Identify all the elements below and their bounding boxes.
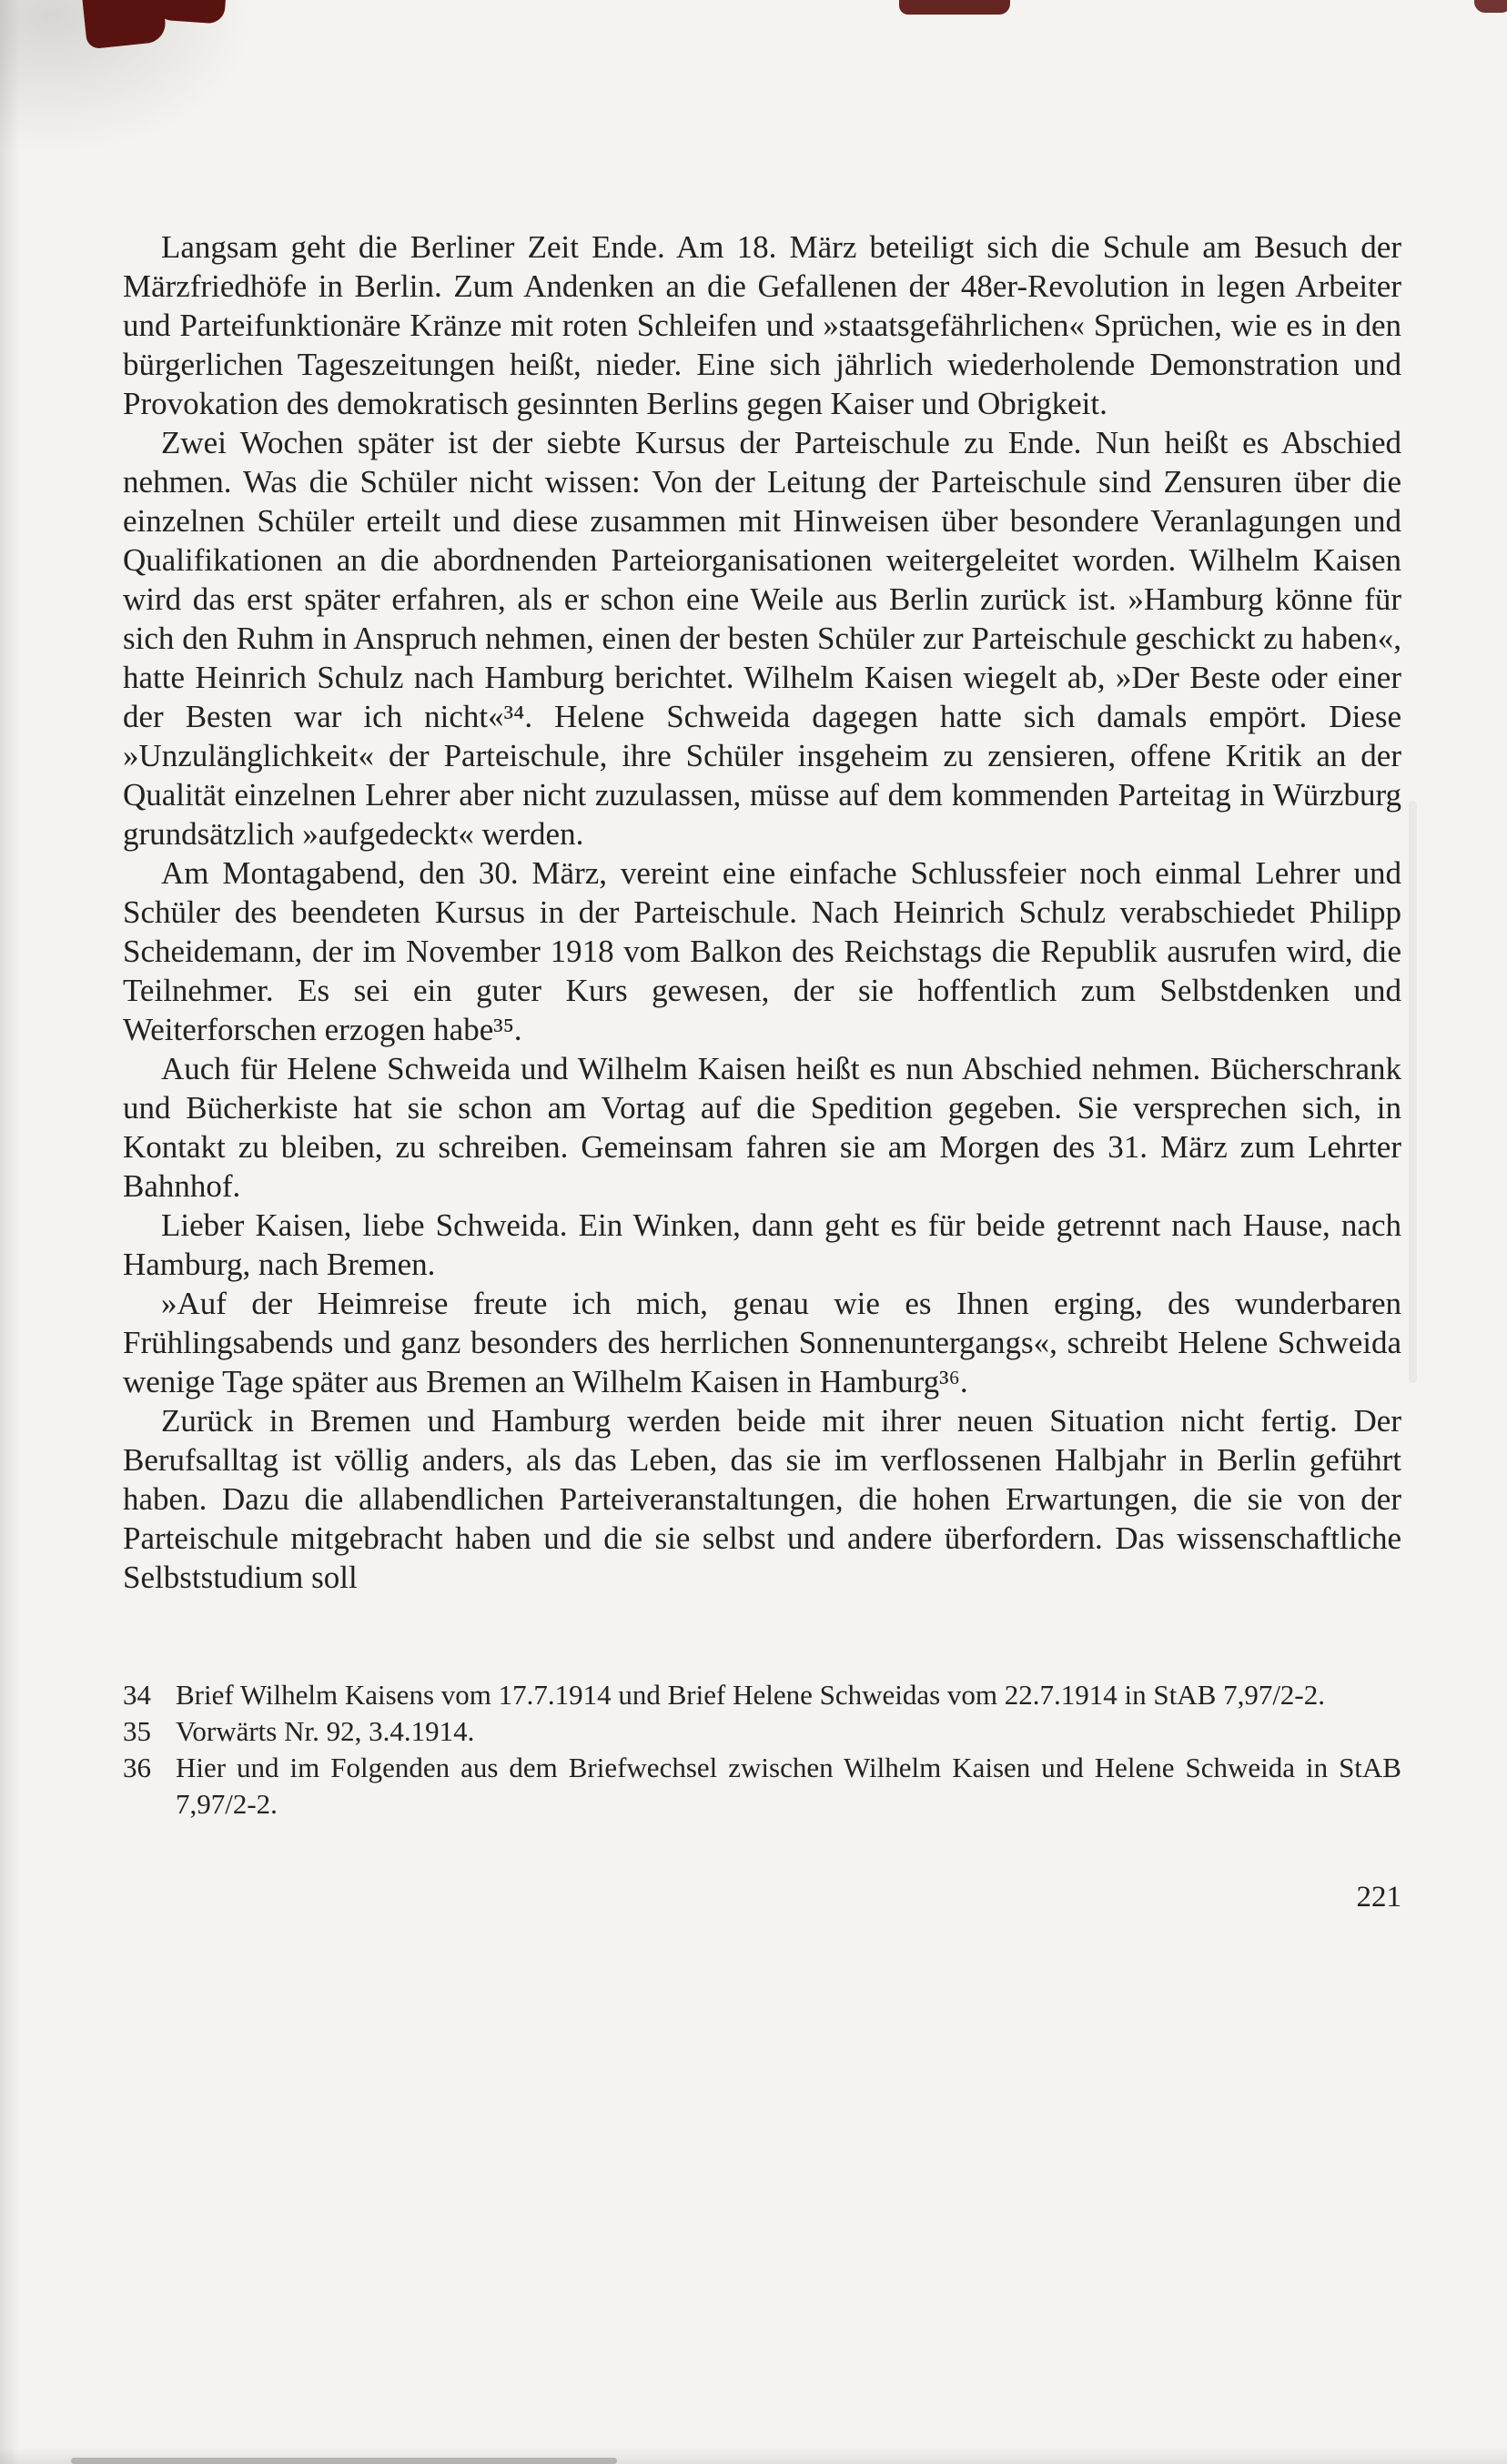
footnote-number: 35 [123,1715,151,1747]
body-text [123,227,1401,1597]
paragraph: Zurück in Bremen und Hamburg werden beide mit ihrer neuen Situation nicht fertig. Der Berufsalltag ist völlig anders, als das Leben, das sie im verflossenen Halbjahr in Berlin geführt haben. Dazu die allabendlichen Parteiveranstaltungen, die hohen Erwartungen, die sie von der Parteischule mitgebracht haben und die sie selbst und andere überfordern. Das wissenschaftliche Selbststudium soll [123,1403,1401,1595]
page-content [123,227,1401,1914]
paragraph: Am Montagabend, den 30. März, vereint eine einfache Schlussfeier noch einmal Lehrer und Schüler des beendeten Kursus in der Parteischule. Nach Heinrich Schulz verabschiedet Philipp Scheidemann, der im November 1918 vom Balkon des Reichstags die Republik ausrufen wird, die Teilnehmer. Es sei ein guter Kurs gewesen, der sie hoffentlich zum Selbstdenken und Weiterforschen erzogen habe³⁵. [123,855,1401,1047]
footnote-number: 36 [123,1752,151,1783]
ink-stain-artifact [899,0,1010,15]
page-edge-shadow [0,0,20,2464]
paragraph: »Auf der Heimreise freute ich mich, genau wie es Ihnen erging, des wunderbaren Frühlingsabends und ganz besonders des herrlichen Sonnenuntergangs«, schreibt Helene Schweida wenige Tage später aus Bremen an Wilhelm Kaisen in Hamburg³⁶. [123,1286,1401,1399]
footnote [123,1713,1401,1750]
page-number: 221 [1356,1881,1401,1914]
paragraph: Lieber Kaisen, liebe Schweida. Ein Winken, dann geht es für beide getrennt nach Hause, nach Hamburg, nach Bremen. [123,1207,1401,1282]
footnote-text: Brief Wilhelm Kaisens vom 17.7.1914 und Brief Helene Schweidas vom 22.7.1914 in StAB 7,97/2-2. [176,1679,1326,1711]
paragraph: Auch für Helene Schweida und Wilhelm Kaisen heißt es nun Abschied nehmen. Bücherschrank und Bücherkiste hat sie schon am Vortag auf die Spedition gegeben. Sie versprechen sich, in Kontakt zu bleiben, zu schreiben. Gemeinsam fahren sie am Morgen des 31. März zum Lehrter Bahnhof. [123,1051,1401,1204]
ink-stain-artifact [1474,0,1507,13]
scan-smudge-artifact [1409,801,1417,1383]
footnote [123,1677,1401,1713]
paragraph: Zwei Wochen später ist der siebte Kursus der Parteischule zu Ende. Nun heißt es Abschied nehmen. Was die Schüler nicht wissen: Von der Leitung der Parteischule sind Zensuren über die einzelnen Schüler erteilt und diese zusammen mit Hinweisen über besondere Veranlagungen und Qualifikationen an die abordnenden Parteiorganisationen weitergeleitet worden. Wilhelm Kaisen wird das erst später erfahren, als er schon eine Weile aus Berlin zurück ist. »Hamburg könne für sich den Ruhm in Anspruch nehmen, einen der besten Schüler zur Parteischule geschickt zu haben«, hatte Heinrich Schulz nach Hamburg berichtet. Wilhelm Kaisen wiegelt ab, »Der Beste oder einer der Besten war ich nicht«³⁴. Helene Schweida dagegen hatte sich damals empört. Diese »Unzulänglichkeit« der Parteischule, ihre Schüler insgeheim zu zensieren, offene Kritik an der Qualität einzelnen Lehrer aber nicht zuzulassen, müsse auf dem kommenden Parteitag in Würzburg grundsätzlich »aufgedeckt« werden. [123,425,1401,852]
footnote-text: Vorwärts Nr. 92, 3.4.1914. [176,1715,475,1747]
paragraph: Langsam geht die Berliner Zeit Ende. Am 18. März beteiligt sich die Schule am Besuch der Märzfriedhöfe in Berlin. Zum Andenken an die Gefallenen der 48er-Revolution in legen Arbeiter und Parteifunktionäre Kränze mit roten Schleifen und »staatsgefährlichen« Sprüchen, wie es in den bürgerlichen Tageszeitungen heißt, nieder. Eine sich jährlich wiederholende Demonstration und Provokation des demokratisch gesinnten Berlins gegen Kaiser und Obrigkeit. [123,229,1401,421]
scan-smudge-artifact [71,2458,617,2464]
footnote-text: Hier und im Folgenden aus dem Briefwechsel zwischen Wilhelm Kaisen und Helene Schweida in StAB 7,97/2-2. [176,1752,1401,1820]
footnotes [123,1677,1401,1823]
footnote-number: 34 [123,1679,151,1711]
footnote [123,1750,1401,1823]
